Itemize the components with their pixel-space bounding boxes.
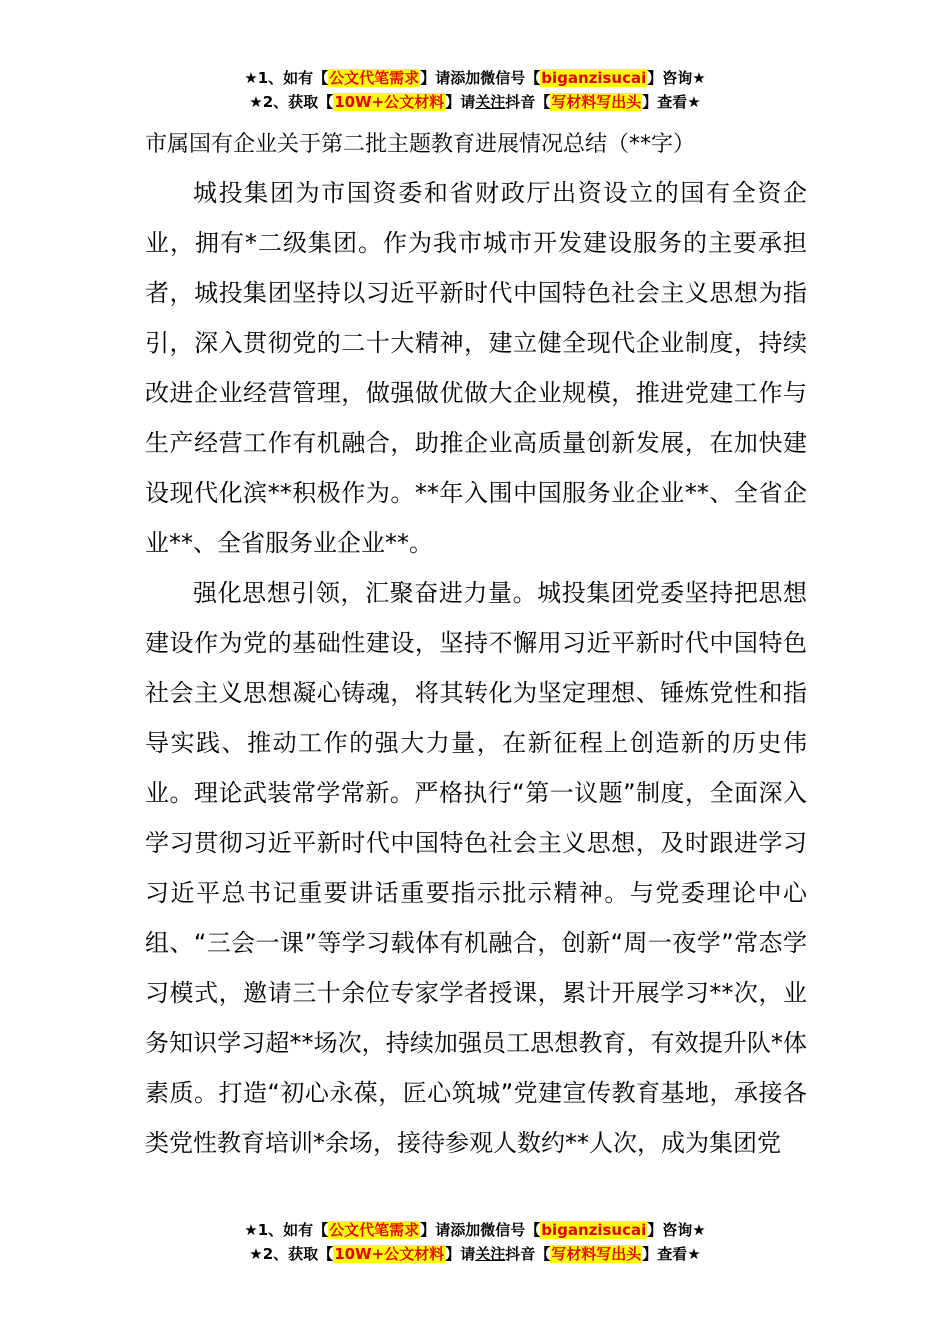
banner-line-2: ★2、获取【10W+公文材料】请关注抖音【写材料写出头】查看★ <box>249 1245 701 1263</box>
document-body <box>145 168 807 1168</box>
highlight-materials: 10W+公文材料 <box>334 1245 445 1263</box>
paragraph-2: 强化思想引领，汇聚奋进力量。城投集团党委坚持把思想建设作为党的基础性建设，坚持不懈用习近平新时代中国特色社会主义思想凝心铸魂，将其转化为坚定理想、锤炼党性和指导实践、推动工作的强大力量，在新征程上创造新的历史伟业。理论武装常学常新。严格执行“第一议题”制度，全面深入学习贯彻习近平新时代中国特色社会主义思想，及时跟进学习习近平总书记重要讲话重要指示批示精神。与党委理论中心组、“三会一课”等学习载体有机融合，创新“周一夜学”常态学习模式，邀请三十余位专家学者授课，累计开展学习**次，业务知识学习超**场次，持续加强员工思想教育，有效提升队*体素质。打造“初心永葆，匠心筑城”党建宣传教育基地，承接各类党性教育培训*余场，接待参观人数约**人次，成为集团党 <box>145 579 807 1157</box>
highlight-materials: 10W+公文材料 <box>334 93 445 111</box>
underlined-follow: 关注 <box>475 93 506 111</box>
highlight-wechat-id: biganzisucai <box>541 1221 647 1239</box>
highlight-douyin-account: 写材料写出头 <box>551 1245 642 1263</box>
highlight-writing-service: 公文代笔需求 <box>329 69 420 87</box>
banner-line-1: ★1、如有【公文代笔需求】请添加微信号【biganzisucai】咨询★ <box>244 69 706 87</box>
underlined-follow: 关注 <box>475 1245 506 1263</box>
highlight-douyin-account: 写材料写出头 <box>551 93 642 111</box>
document-title: 市属国有企业关于第二批主题教育进展情况总结（**字） <box>145 132 696 157</box>
bottom-banner <box>0 1218 950 1266</box>
highlight-writing-service: 公文代笔需求 <box>329 1221 420 1239</box>
paragraph-1: 城投集团为市国资委和省财政厅出资设立的国有全资企业，拥有*二级集团。作为我市城市开发建设服务的主要承担者，城投集团坚持以习近平新时代中国特色社会主义思想为指引，深入贯彻党的二十大精神，建立健全现代企业制度，持续改进企业经营管理，做强做优做大企业规模，推进党建工作与生产经营工作有机融合，助推企业高质量创新发展，在加快建设现代化滨**积极作为。**年入围中国服务业企业**、全省企业**、全省服务业企业**。 <box>145 179 807 557</box>
highlight-wechat-id: biganzisucai <box>541 69 647 87</box>
banner-line-2: ★2、获取【10W+公文材料】请关注抖音【写材料写出头】查看★ <box>249 93 701 111</box>
top-banner <box>0 66 950 114</box>
banner-line-1: ★1、如有【公文代笔需求】请添加微信号【biganzisucai】咨询★ <box>244 1221 706 1239</box>
